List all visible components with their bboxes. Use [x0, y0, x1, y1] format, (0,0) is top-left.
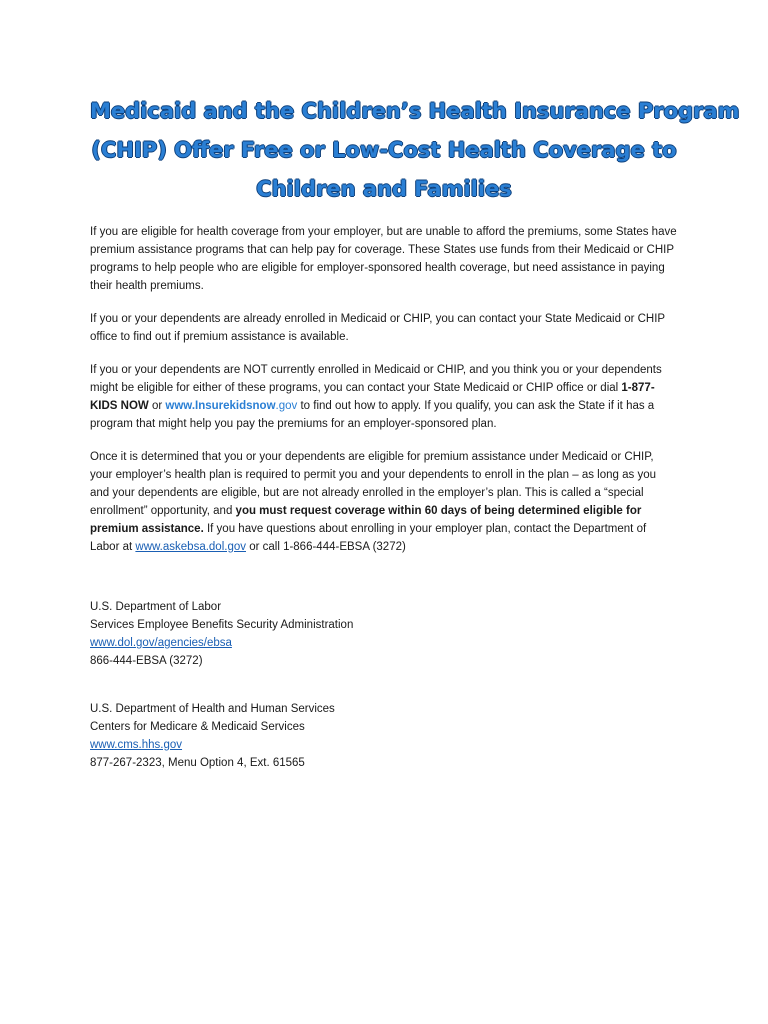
paragraph-special-enrollment: [90, 448, 678, 556]
deadline-notice: you must request coverage within 60 days of being determined eligible for premium assistance.: [90, 505, 642, 535]
title-line-1: Medicaid and the Children’s Health Insurance Program: [90, 99, 740, 123]
paragraph-text: or call 1-866-444-EBSA (3272): [246, 541, 406, 553]
paragraph-text: or: [148, 400, 166, 412]
hhs-contact-block: [90, 700, 678, 772]
dol-agency: Services Employee Benefits Security Administration: [90, 619, 354, 631]
paragraph-already-enrolled: If you or your dependents are already enrolled in Medicaid or CHIP, you can contact your State Medicaid or CHIP office to find out if premium assistance is available.: [90, 313, 665, 343]
cms-link[interactable]: www.cms.hhs.gov: [90, 739, 183, 751]
insurekidsnow-link[interactable]: www.Insurekidsnow.gov: [165, 400, 298, 412]
dol-contact-block: [90, 598, 678, 670]
document-body: [90, 223, 678, 556]
paragraph-text: If you or your dependents are NOT currently enrolled in Medicaid or CHIP, and you think you or your dependents might be eligible for either of these programs, you can contact your State Medicaid or CHIP office or dial: [90, 364, 662, 394]
document-title: [90, 0, 740, 209]
kids-now-phone: 1-877-KIDS NOW: [90, 382, 655, 412]
paragraph-text: If you have questions about enrolling in your employer plan, contact the Department of Labor at: [90, 523, 647, 553]
dol-name: U.S. Department of Labor: [90, 601, 222, 613]
paragraph-text: Once it is determined that you or your dependents are eligible for premium assistance under Medicaid or CHIP, your employer’s health plan is required to permit you and your dependents to enroll in the plan – as long as you and your dependents are eligible, but are not already enrolled in the employer’s plan. This is called a “special enrollment” opportunity, and: [90, 451, 656, 517]
hhs-phone: 877-267-2323, Menu Option 4, Ext. 61565: [90, 757, 305, 769]
paragraph-premium-assistance: If you are eligible for health coverage from your employer, but are unable to afford the premiums, some States have premium assistance programs that can help pay for coverage. These States use funds from their Medicaid or CHIP programs to help people who are eligible for employer-sponsored health coverage, but need assistance in paying their health premiums.: [90, 226, 677, 292]
title-line-2: (CHIP) Offer Free or Low-Cost Health Coverage to: [91, 138, 677, 162]
paragraph-text: to find out how to apply. If you qualify, you can ask the State if it has a program that might help you pay the premiums for an employer-sponsored plan.: [90, 400, 655, 430]
askebsa-link[interactable]: www.askebsa.dol.gov: [135, 541, 246, 553]
dol-phone: 866-444-EBSA (3272): [90, 655, 203, 667]
paragraph-not-enrolled: [90, 361, 678, 433]
hhs-agency: Centers for Medicare & Medicaid Services: [90, 721, 305, 733]
hhs-name: U.S. Department of Health and Human Services: [90, 703, 335, 715]
dol-ebsa-link[interactable]: www.dol.gov/agencies/ebsa: [90, 637, 232, 649]
title-line-3: Children and Families: [256, 177, 512, 201]
